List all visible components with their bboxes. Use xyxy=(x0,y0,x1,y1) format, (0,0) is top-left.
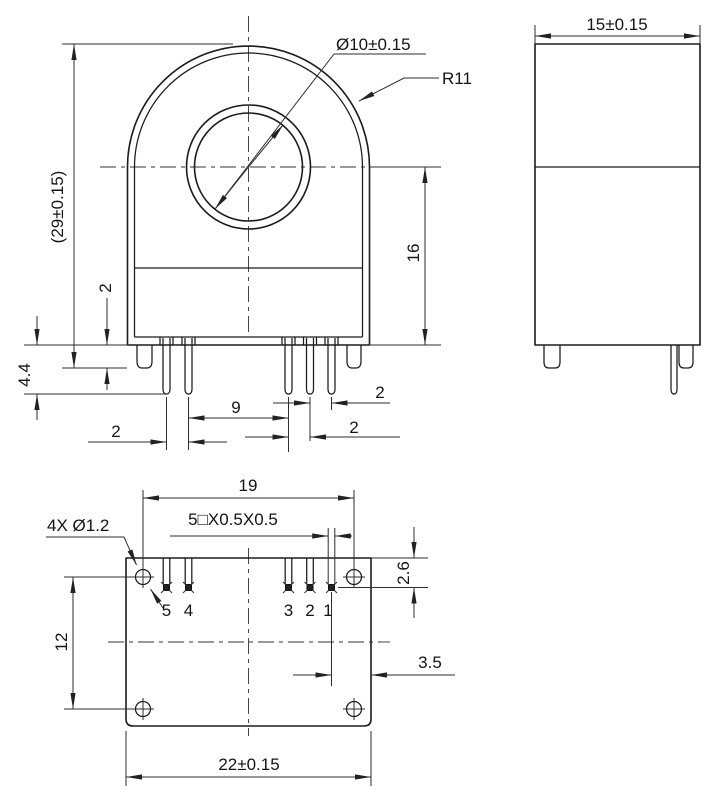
mount-hole-note: 4X Ø1.2 xyxy=(47,516,110,535)
side-pin xyxy=(671,345,677,394)
front-left-boss xyxy=(137,345,152,368)
dim-pin-pitch-right-bottom: 2 xyxy=(349,418,359,437)
side-right-foot xyxy=(679,345,693,368)
pin-4-section xyxy=(183,582,194,593)
bottom-pin-squares xyxy=(161,582,337,593)
mount-hole-bottom-right xyxy=(343,698,365,720)
hole-dia-arrow-upper xyxy=(249,125,284,167)
dim-pin-row-offset: 2.6 xyxy=(394,561,413,585)
pin-number-4: 4 xyxy=(183,601,194,620)
dim-pin-pitch-left: 2 xyxy=(111,422,121,441)
dim-pin-length: 4.4 xyxy=(15,363,34,387)
pin-number-5: 5 xyxy=(161,601,172,620)
dim-pin-pitch-right-top: 2 xyxy=(375,383,385,402)
dim-boss-height: 2 xyxy=(96,283,115,293)
dim-outer-radius: R11 xyxy=(442,69,472,88)
hole-dia-arrow-lower xyxy=(215,167,249,209)
dim-hole-pitch-y: 12 xyxy=(52,632,71,652)
side-view xyxy=(535,44,700,394)
front-right-boss xyxy=(347,345,361,368)
pin-section-note: 5□X0.5X0.5 xyxy=(188,510,278,529)
pin-5-section xyxy=(161,582,172,593)
bottom-pin-slots xyxy=(163,558,313,584)
side-left-foot xyxy=(544,345,560,368)
side-view-dimensions xyxy=(535,15,700,44)
pin-2-section xyxy=(305,582,316,593)
front-view-dimensions xyxy=(15,35,472,452)
bottom-view-dimensions xyxy=(46,476,455,786)
front-pin-slots xyxy=(160,337,338,345)
radius-leader xyxy=(359,78,439,101)
ext-pin-width xyxy=(328,528,335,584)
dim-base-height: 16 xyxy=(404,243,423,263)
dim-overall-width: 22±0.15 xyxy=(218,755,280,774)
pin-numbers xyxy=(162,601,333,620)
pin-number-3: 3 xyxy=(283,601,294,620)
pin-number-2: 2 xyxy=(305,601,315,620)
front-pins xyxy=(163,338,335,394)
pin-number-1: 1 xyxy=(323,601,333,620)
dim-pin-group-gap: 9 xyxy=(231,398,241,417)
dim-center-hole-dia: Ø10±0.15 xyxy=(336,35,411,54)
side-body-outline xyxy=(535,44,700,345)
dim-overall-height: (29±0.15) xyxy=(48,170,67,244)
dim-hole-pitch-x: 19 xyxy=(238,476,258,495)
bottom-view xyxy=(108,548,390,736)
pin-1-section xyxy=(326,582,337,593)
ext-pin-centers xyxy=(167,397,332,452)
front-view xyxy=(100,16,370,394)
hole-dia-leader xyxy=(215,54,334,209)
ext-pin-row-offset xyxy=(338,558,428,588)
dim-side-depth: 15±0.15 xyxy=(586,15,648,34)
pin-3-section xyxy=(283,582,294,593)
dim-pin1-to-edge: 3.5 xyxy=(418,653,442,672)
mount-hole-leader-lower xyxy=(151,589,164,608)
